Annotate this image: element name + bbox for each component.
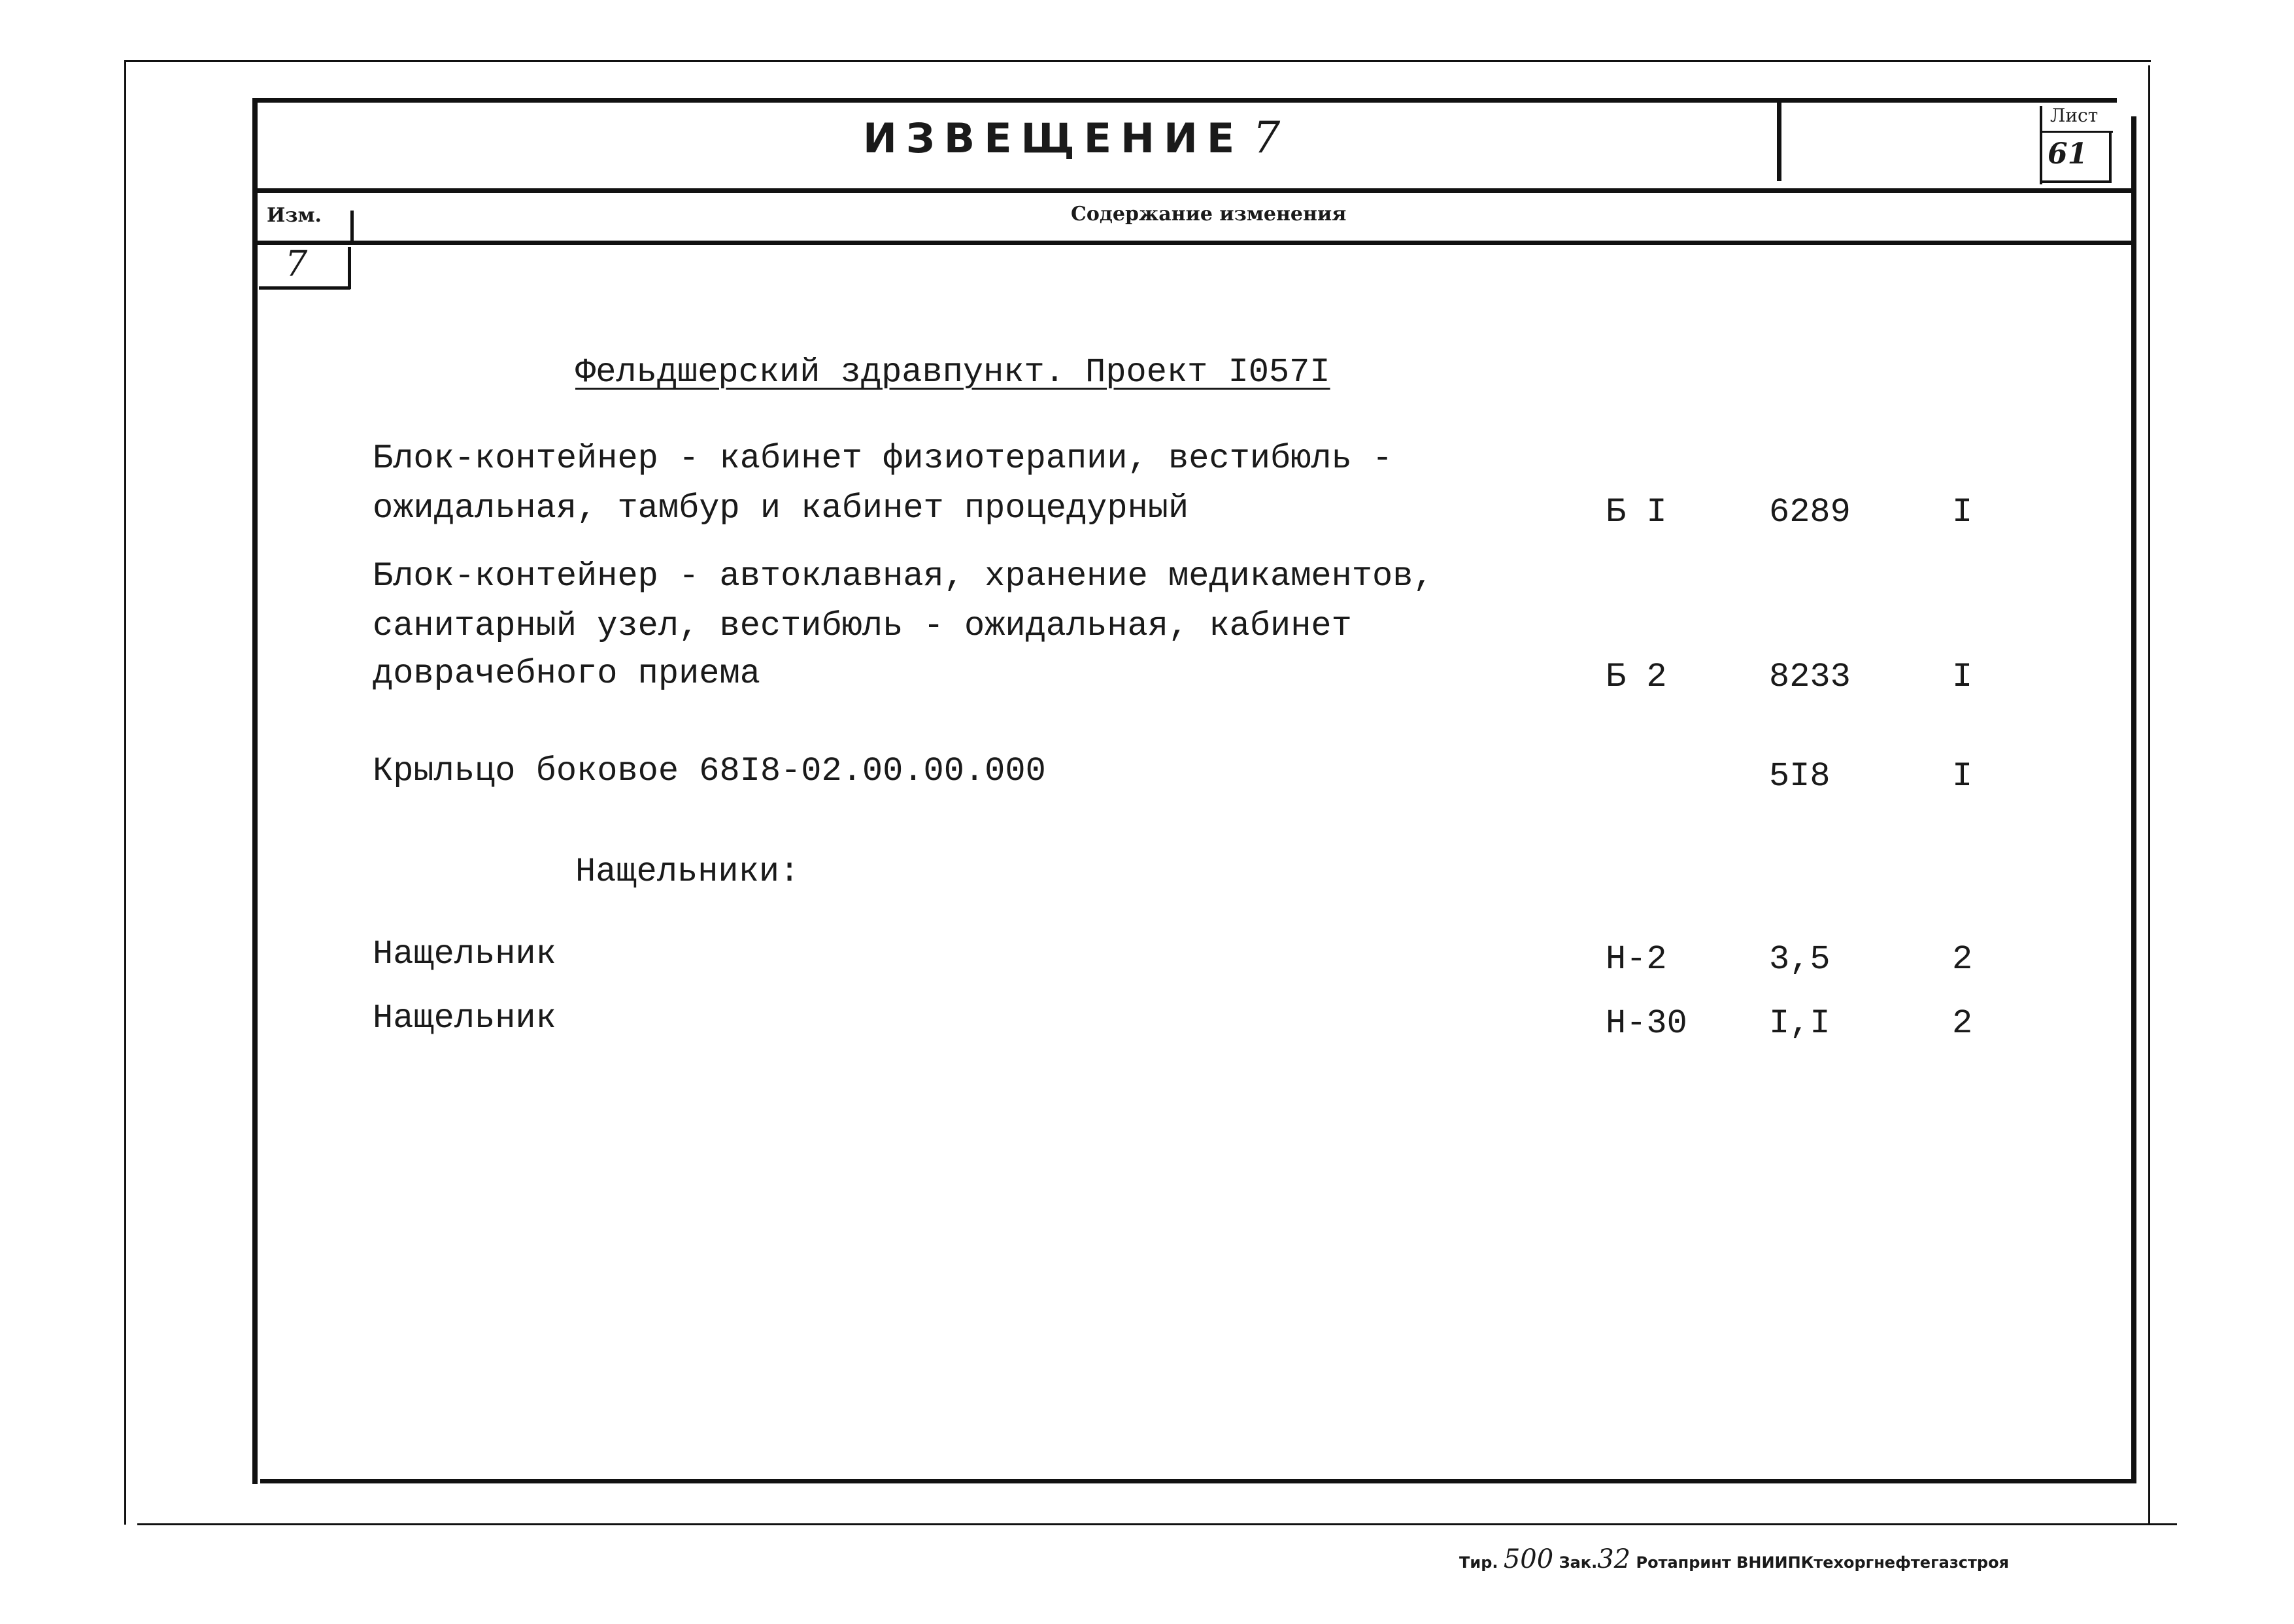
- column-header-rule: [258, 241, 2134, 245]
- rev-value: 7: [285, 243, 308, 284]
- row2-qty: I: [1952, 658, 1973, 696]
- imprint-order: 32: [1597, 1544, 1631, 1574]
- print-imprint: [1459, 1544, 2009, 1574]
- item1-value: 3,5: [1769, 940, 1830, 979]
- imprint-printer: Ротапринт ВНИИПКтехоргнефтегазстроя: [1636, 1553, 2009, 1572]
- sheet-box-right: [2109, 131, 2112, 183]
- item1-name: Нащельник: [373, 935, 556, 973]
- item2-value: I,I: [1769, 1004, 1830, 1043]
- row2-line3: доврачебного приема: [373, 654, 760, 693]
- item2-qty: 2: [1952, 1004, 1973, 1043]
- sheet-box-divider: [2041, 131, 2113, 133]
- sheet-box-left: [2040, 106, 2042, 184]
- subheading: Нащельники:: [575, 853, 800, 891]
- row2-line1: Блок-контейнер - автоклавная, хранение медикаментов,: [373, 557, 1434, 596]
- rev-label: Изм.: [267, 204, 322, 227]
- imprint-run: 500: [1503, 1544, 1554, 1574]
- notice-title-text: ИЗВЕЩЕНИЕ: [863, 114, 1244, 162]
- rev-col-divider: [348, 247, 351, 289]
- rev-col-divider-top: [350, 211, 354, 241]
- project-heading: Фельдшерский здравпункт. Проект I057I: [575, 353, 1330, 392]
- rev-value-underline: [259, 286, 350, 290]
- imprint-order-prefix: Зак.: [1559, 1553, 1598, 1572]
- row2-value: 8233: [1769, 658, 1851, 696]
- outer-frame-bottom: [137, 1523, 2177, 1525]
- row1-line2: ожидальная, тамбур и кабинет процедурный: [373, 489, 1189, 528]
- outer-frame-right: [2148, 65, 2150, 1523]
- sheet-number: 61: [2048, 137, 2088, 171]
- frame-right: [2131, 116, 2136, 1483]
- outer-frame-top: [124, 60, 2151, 62]
- frame-left: [252, 98, 258, 1484]
- item1-mark: Н-2: [1606, 940, 1667, 979]
- content-label: Содержание изменения: [1071, 203, 1347, 226]
- item1-qty: 2: [1952, 940, 1973, 979]
- outer-frame-left: [124, 60, 126, 1525]
- row1-line1: Блок-контейнер - кабинет физиотерапии, вестибюль -: [373, 439, 1393, 478]
- sheet-label: Лист: [2050, 105, 2099, 126]
- header-divider: [1777, 99, 1781, 181]
- frame-bottom: [260, 1479, 2136, 1483]
- row1-mark: Б I: [1606, 493, 1667, 532]
- row3-qty: I: [1952, 757, 1973, 796]
- sheet-box-bottom: [2041, 180, 2112, 183]
- row3-line1: Крыльцо боковое 68I8-02.00.00.000: [373, 752, 1046, 790]
- frame-top: [252, 98, 2117, 103]
- notice-number: 7: [1253, 112, 1281, 163]
- notice-title: [863, 112, 1280, 163]
- row1-value: 6289: [1769, 493, 1851, 532]
- imprint-prefix: Тир.: [1459, 1553, 1498, 1572]
- row2-line2: санитарный узел, вестибюль - ожидальная, кабинет: [373, 607, 1352, 645]
- header-rule: [258, 188, 2134, 193]
- row2-mark: Б 2: [1606, 658, 1667, 696]
- item2-name: Нащельник: [373, 999, 556, 1038]
- item2-mark: Н-30: [1606, 1004, 1687, 1043]
- row3-value: 5I8: [1769, 757, 1830, 796]
- row1-qty: I: [1952, 493, 1973, 532]
